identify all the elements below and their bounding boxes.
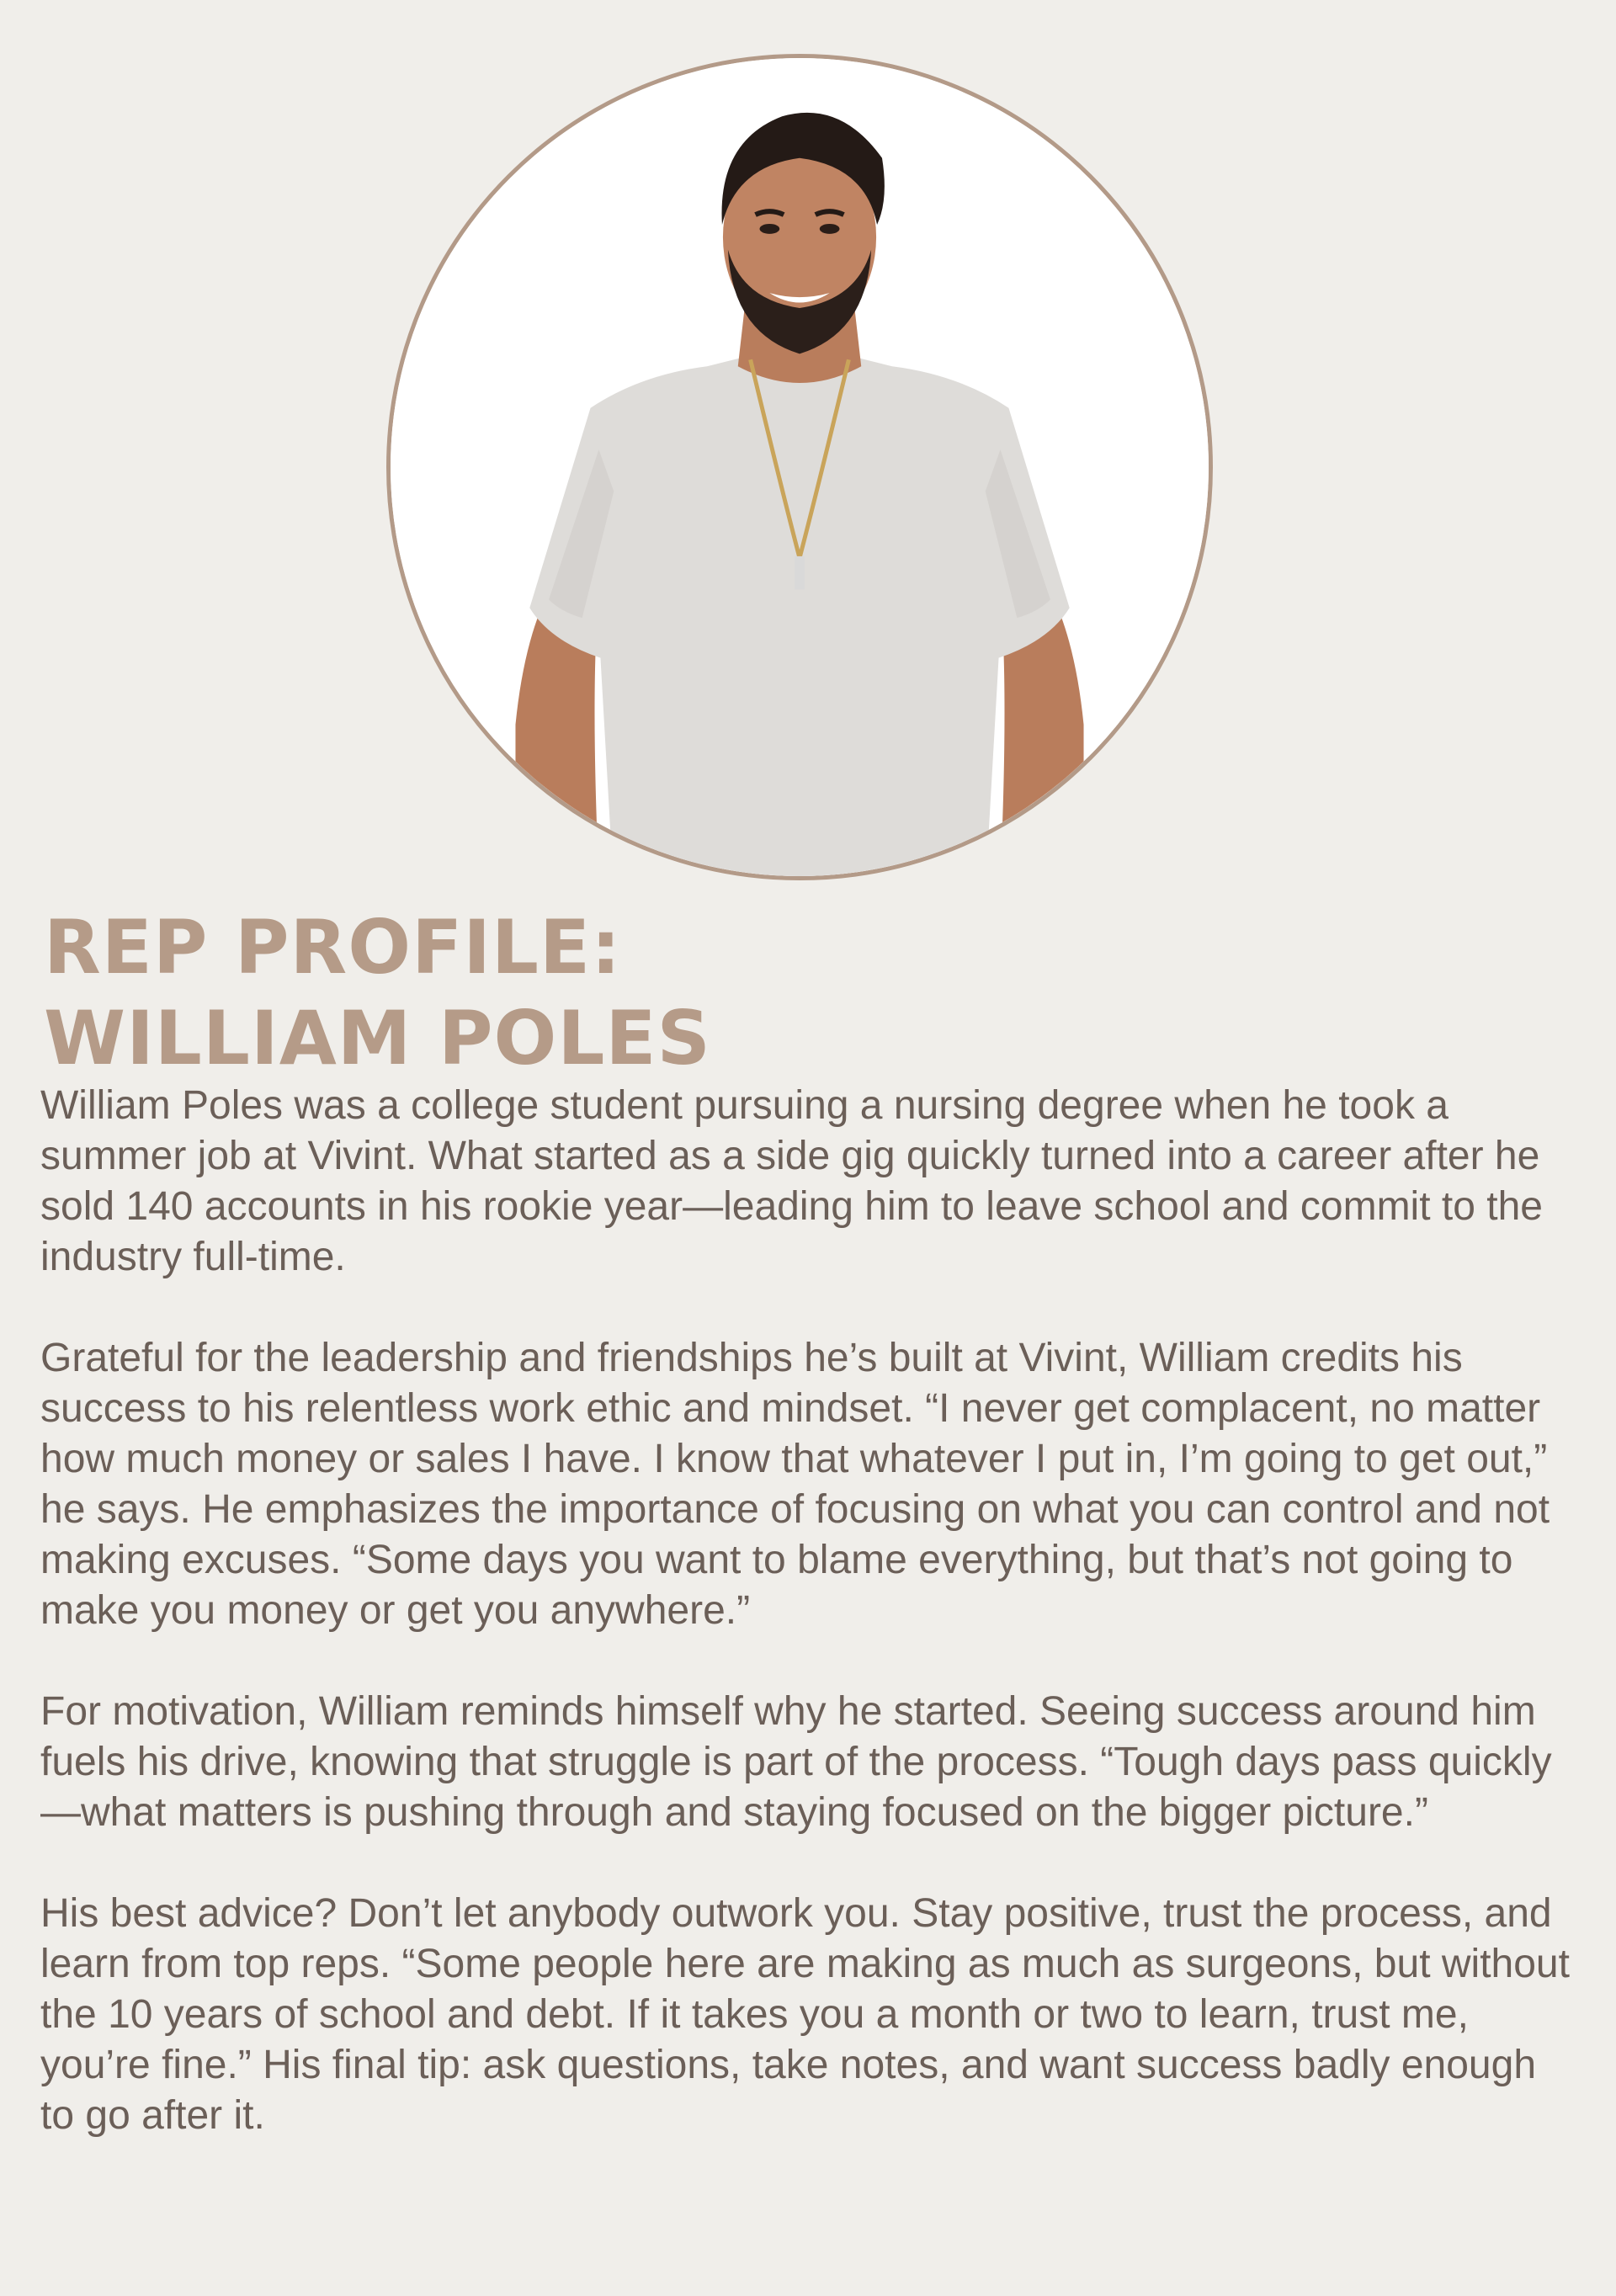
title-line-1: REP PROFILE:	[44, 904, 622, 991]
person-photo-icon	[391, 58, 1209, 876]
profile-body	[40, 1081, 1581, 2192]
paragraph-mindset: Grateful for the leadership and friendships he’s built at Vivint, William credits his success to his relentless work ethic and mindset. “I never get complacent, no matter how much money or sales I have. I know that whatever I put in, I’m going to get out,” he says. He emphasizes the importance of focusing on what you can control and not making excuses. “Some days you want to blame everything, but that’s not going to make you money or get you anywhere.”	[40, 1336, 1550, 1633]
page-title	[44, 902, 711, 1084]
paragraph-motivation: For motivation, William reminds himself why he started. Seeing success around him fuels his drive, knowing that struggle is part of the process. “Tough days pass quickly—what matters is pushing through and staying focused on the bigger picture.”	[40, 1689, 1552, 1835]
profile-portrait	[386, 54, 1213, 880]
paragraph-intro: William Poles was a college student pursuing a nursing degree when he took a summer job at Vivint. What started as a side gig quickly turned into a career after he sold 140 accounts in his rookie year—leading him to leave school and commit to the industry full-time.	[40, 1083, 1543, 1279]
title-line-2: WILLIAM POLES	[44, 995, 711, 1082]
paragraph-advice: His best advice? Don’t let anybody outwork you. Stay positive, trust the process, and learn from top reps. “Some people here are making as much as surgeons, but without the 10 years of school and debt. If it takes you a month or two to learn, trust me, you’re fine.” His final tip: ask questions, take notes, and want success badly enough to go after it.	[40, 1891, 1570, 2138]
